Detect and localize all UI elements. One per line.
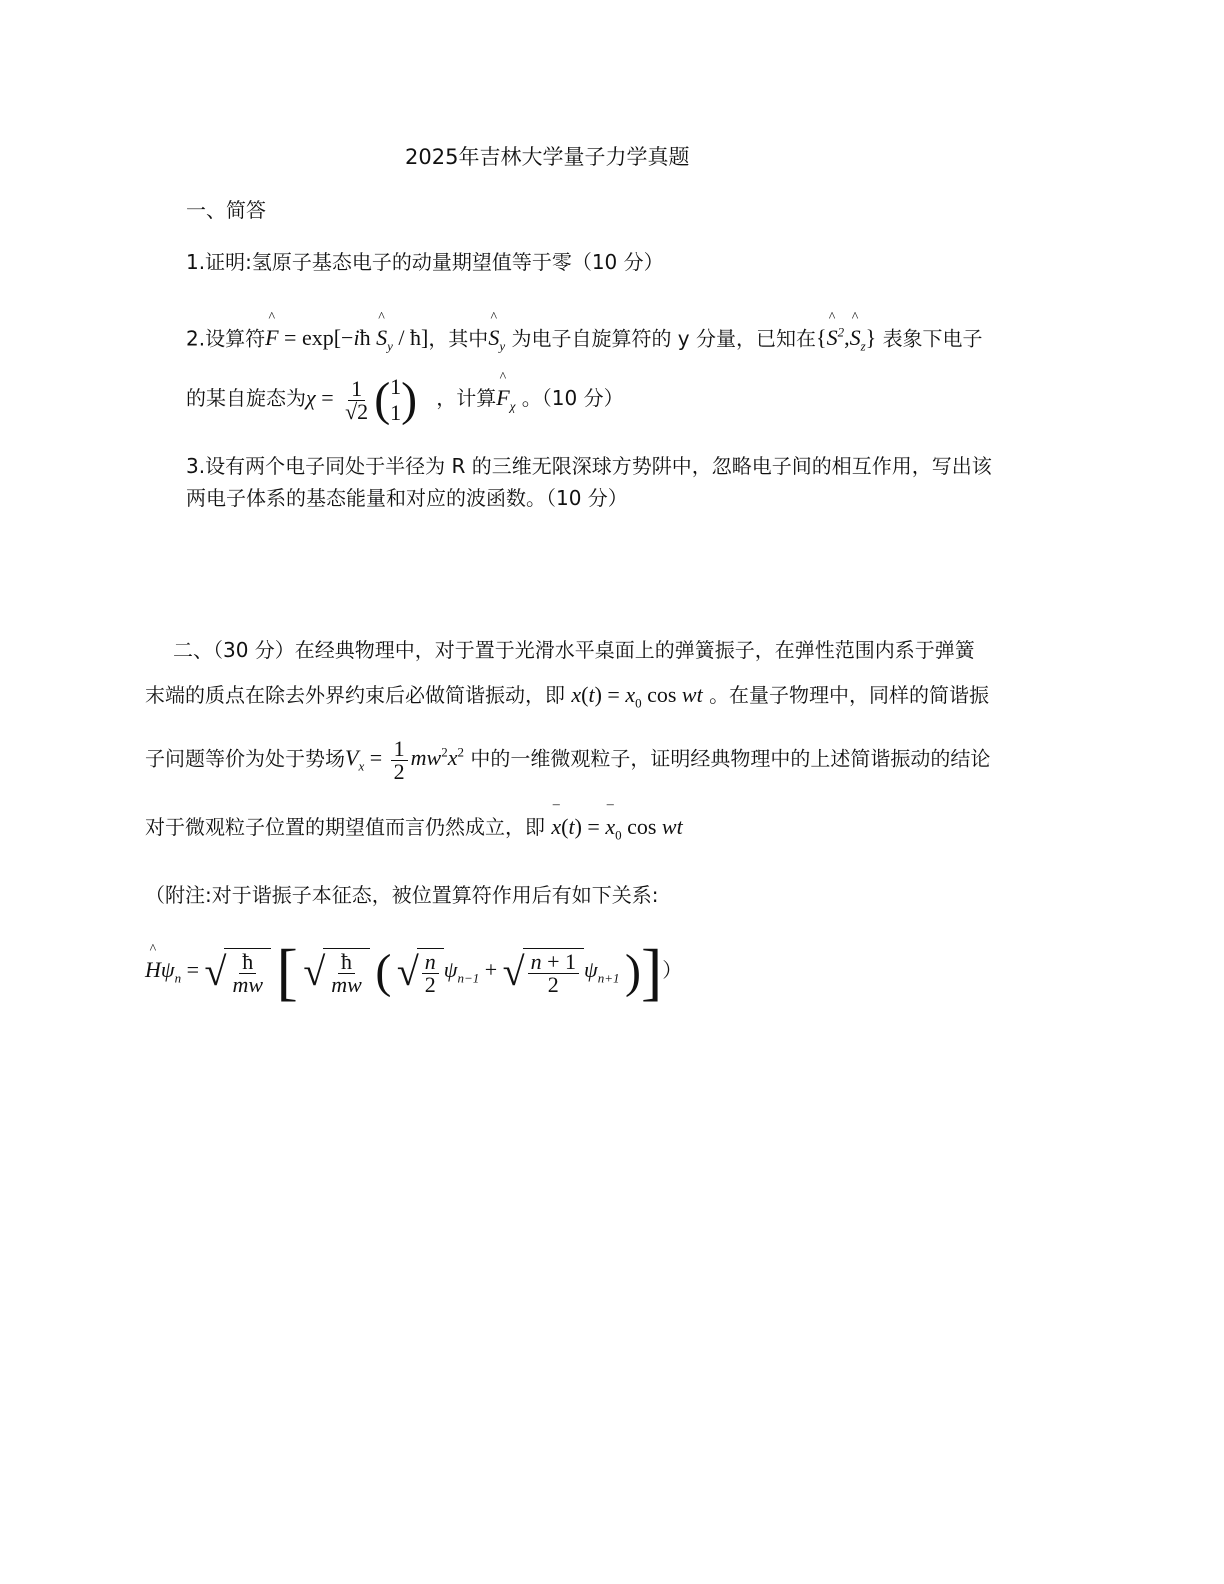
question-3-line2: 两电子体系的基态能量和对应的波函数。（10 分） (186, 486, 628, 510)
expectation-solution: – x(t) = – $x_0$ cos wt (551, 814, 682, 839)
operator-Sy: ^ $S_y$ (488, 325, 505, 350)
question-2-line1: 2.设算符^ F = exp[−iħ ^ $S_y$ / ħ]，其中^ $S_y$ 为电子自旋算符的 y 分量，已知在{^ $S^2,\^{}$ $S_z$} 表象下电子 (186, 318, 983, 362)
position-operator-relation: ^ $H\psi_n$ = √ $\frac{ħ}{mw}$ [ √ $\frac{ħ}{mw}$ ( √ $\frac{n}{2}$ $\psi_{n-1}$ + √ $\frac{n + 1}{2}$ $\psi_{n+1}$ )]） (145, 930, 682, 1018)
question-2-line2: 的某自旋态为χ = $\frac{1}{√2}$ ( 1 1 ) ，计算^ $F_\chi$ 。（10 分） (186, 374, 624, 429)
section2-note: （附注:对于谐振子本征态，被位置算符作用后有如下关系: (145, 883, 659, 907)
potential-Vx: $V_x$ = $\frac{1}{2}$ $mw^2x^2$ (345, 735, 464, 784)
operator-F-definition: ^ F = exp[−iħ ^ $S_y$ / ħ] (265, 325, 428, 350)
section2-line2: 末端的质点在除去外界约束后必做简谐振动，即 $x(t) = x_0$ cos wt 。在量子物理中，同样的简谐振 (145, 682, 990, 711)
classical-solution: $x(t) = x_0$ cos wt (571, 682, 703, 711)
section1-heading: 一、简答 (186, 198, 266, 222)
section2-line3: 子问题等价为处于势场$V_x$ = $\frac{1}{2}$ $mw^2x^2$ 中的一维微观粒子，证明经典物理中的上述简谐振动的结论 (145, 735, 991, 784)
question-1: 1.证明:氢原子基态电子的动量期望值等于零（10 分） (186, 250, 664, 274)
representation-S2-Sz: {^ $S^2,\^{}$ $S_z$} (816, 325, 876, 350)
section2-line1: 二、（30 分）在经典物理中，对于置于光滑水平桌面上的弹簧振子，在弹性范围内系于弹簧 (173, 638, 975, 662)
question-3-line1: 3.设有两个电子同处于半径为 R 的三维无限深球方势阱中，忽略电子间的相互作用，写出该 (186, 454, 992, 478)
page-title: 2025年吉林大学量子力学真题 (405, 145, 690, 169)
section2-line4: 对于微观粒子位置的期望值而言仍然成立，即 – x(t) = – $x_0$ cos wt (145, 812, 683, 850)
F-chi: ^ $F_\chi$ (496, 385, 515, 410)
spin-state-chi: χ = $\frac{1}{√2}$ ( 1 1 ) (306, 373, 418, 426)
